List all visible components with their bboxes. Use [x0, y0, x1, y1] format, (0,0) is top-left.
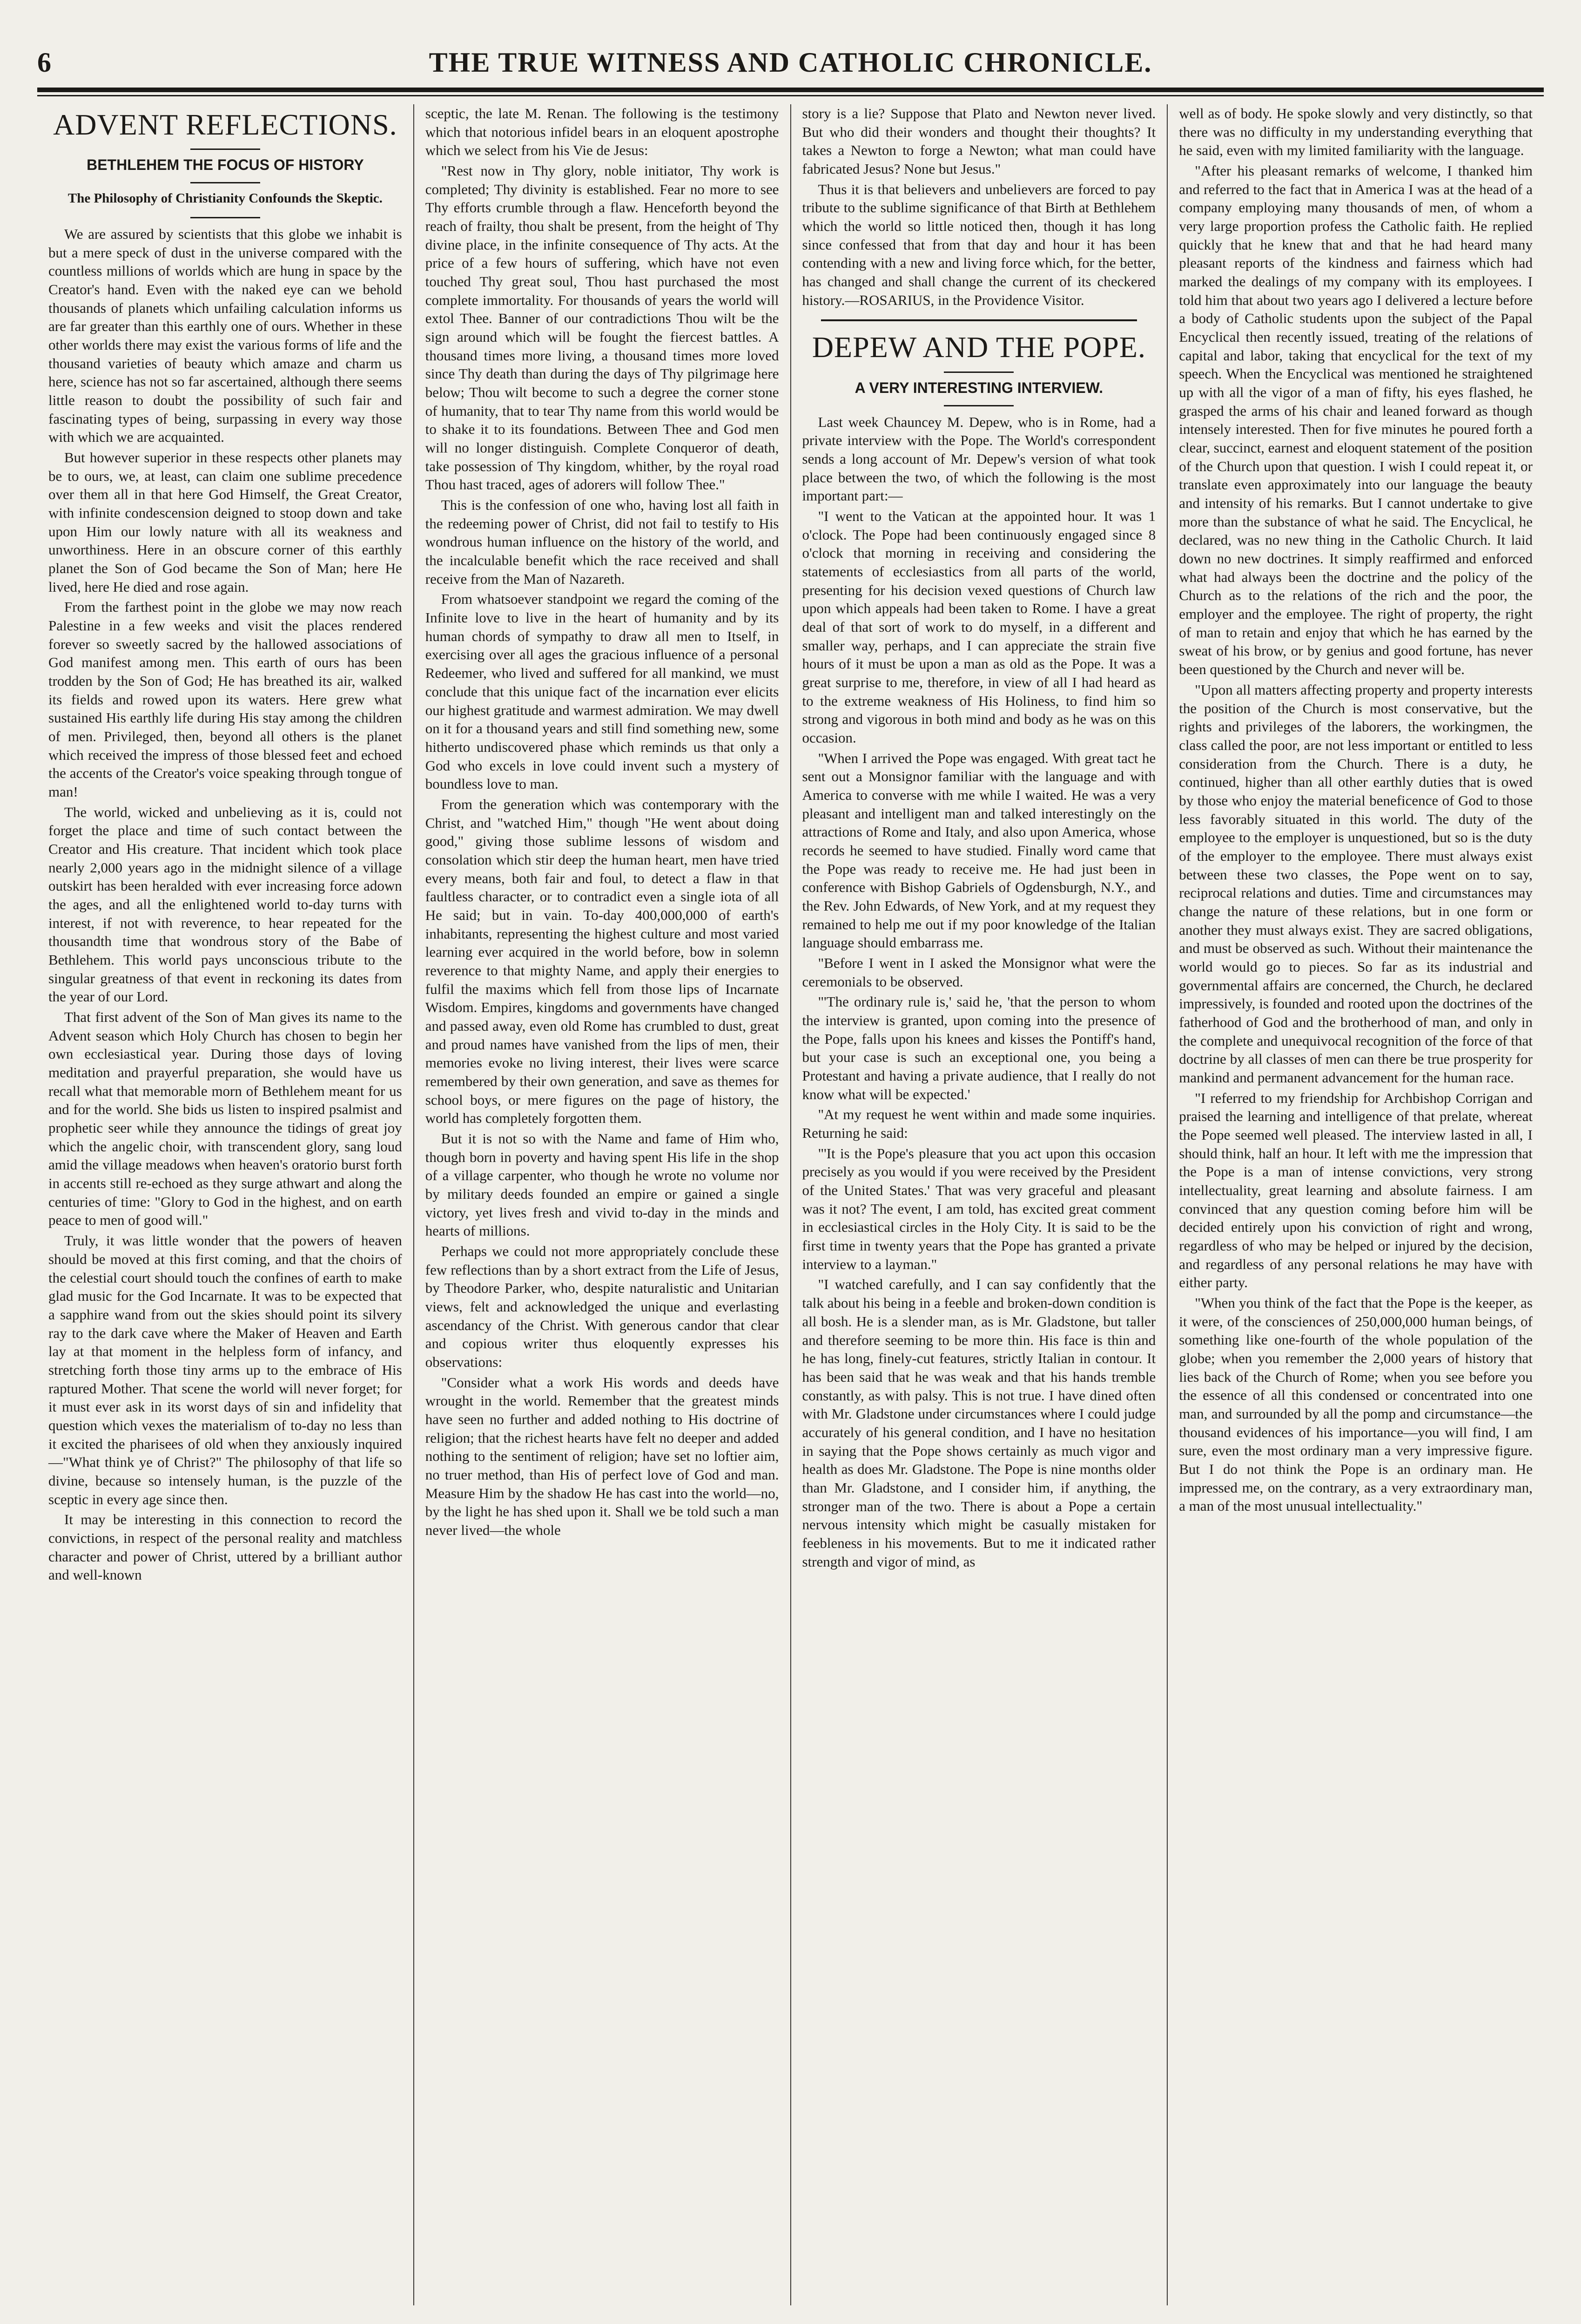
divider — [190, 217, 260, 218]
paragraph: "At my request he went within and made some inquiries. Returning he said: — [802, 1106, 1156, 1142]
paragraph: "I watched carefully, and I can say confidently that the talk about his being in a feeble and broken-down condition is all bosh. He is a slender man, as is Mr. Gladstone, but taller and therefore seeming to be more thin. His face is thin and he has long, finely-cut features, strictly Italian in contour. It has been said that he was weak and that his hands tremble constantly, as with palsy. This is not true. I have dined often with Mr. Gladstone under circumstances where I could judge accurately of his general condition, and I have no hesitation in saying that the Pope shows certainly as much vigor and health as does Mr. Gladstone. The Pope is nine months older than Mr. Gladstone, and I consider him, if anything, the stronger man of the two. There is about a Pope a certain nervous intensity which might be casually mistaken for feebleness in his movements. But to me it indicated rather strength and vigor of mind, as — [802, 1276, 1156, 1570]
paragraph: The world, wicked and unbelieving as it is, could not forget the place and time of such contact between the Creator and His creature. That incident which took place nearly 2,000 years ago in the midnight silence of a village outskirt has been heralded with ever increasing force adown the ages, and all the enlightened world to-day turns with interest, if not with reverence, to hear repeated for the thousandth time that wondrous story of the Babe of Bethlehem. This world pays unconscious tribute to the singular greatness of that event in reckoning its dates from the year of our Lord. — [48, 804, 402, 1005]
paragraph: From the farthest point in the globe we may now reach Palestine in a few weeks and visit the places rendered forever so sweetly sacred by the hallowed associations of God manifest among men. This earth of ours has been trodden by the Son of God; He has breathed its air, walked its fields and rowed upon its waters. Here grew what sustained His earthly life during His stay among the children of men. Privileged, then, beyond all others is the planet which received the impress of those blessed feet and echoed the accents of the Creator's voice speaking through tongue of man! — [48, 599, 402, 800]
newspaper-title: THE TRUE WITNESS AND CATHOLIC CHRONICLE. — [429, 47, 1152, 78]
paragraph: That first advent of the Son of Man gives its name to the Advent season which Holy Church has chosen to begin her own ecclesiastical year. During those days of loving meditation and prayerful preparation, she would have us recall what that memorable morn of Bethlehem meant for us and for the world. She bids us listen to inspired psalmist and prophetic seer while they announce the tidings of great joy which the angelic choir, with transcendent glory, sang loud amid the village meadows when heaven's oratorio burst forth in accents still re-echoed as they surge athwart and along the centuries of time: "Glory to God in the highest, and on earth peace to men of good will." — [48, 1009, 402, 1229]
column-4-body — [1179, 104, 1533, 1515]
paragraph: "'It is the Pope's pleasure that you act upon this occasion precisely as you would if you were received by the President of the United States.' That was very graceful and pleasant was it not? The event, I am told, has excited great comment in ecclesiastical circles in the Holy City. It is said to be the first time in twenty years that the Pope has granted a private interview to a layman." — [802, 1145, 1156, 1272]
column-1 — [37, 104, 413, 2305]
paragraph: well as of body. He spoke slowly and very distinctly, so that there was no difficulty in my understanding everything that he said, even with my limited familiarity with the language. — [1179, 105, 1533, 159]
divider — [944, 405, 1014, 406]
divider — [190, 149, 260, 150]
paragraph: "'The ordinary rule is,' said he, 'that the person to whom the interview is granted, upon coming into the presence of the Pope, falls upon his knees and kisses the Pontiff's hand, but your case is such an exceptional one, you being a Protestant and having a private audience, that I really do not know what will be expected.' — [802, 993, 1156, 1102]
paragraph: "When I arrived the Pope was engaged. With great tact he sent out a Monsignor familiar with the language and with America to converse with me while I waited. He was a very pleasant and intelligent man and talked interestingly on the attractions of Rome and Italy, and also upon America, whose records he seemed to have studied. Finally word came that the Pope was ready to receive me. He had just been in conference with Bishop Gabriels of Ogdensburgh, N.Y., and the Rev. John Edwards, of New York, and at my request they remained to help me out if my poor knowledge of the Italian language should embarrass me. — [802, 750, 1156, 951]
deck-bethlehem: BETHLEHEM THE FOCUS OF HISTORY — [87, 156, 364, 174]
paragraph: "Upon all matters affecting property and property interests the position of the Church is most conservative, but the rights and privileges of the laborers, the workingmen, the class called the poor, are not less important or entitled to less consideration from the Church. There is a duty, he continued, higher than all other earthly duties that is owed by those who enjoy the material beneficence of God to those less favorably situated in this world. The duty of the employee to the employer is unquestioned, but so is the duty of the employer to the employee. There must always exist between these two classes, the Pope went on to say, reciprocal relations and duties. Time and circumstances may change the nature of these relations, but in one form or another they must always exist. They are sacred obligations, and must be observed as such. Without their maintenance the world would go to pieces. So far as its industrial and governmental affairs are concerned, the Church, he declared impressively, is founded and rooted upon the doctrines of the fatherhood of God and the brotherhood of man, and only in the complete and unequivocal recognition of the force of that doctrine by all classes of men can there be true prosperity for mankind and permanent advancement for the human race. — [1179, 681, 1533, 1086]
column-4 — [1167, 104, 1544, 2305]
column-3 — [790, 104, 1167, 2305]
paragraph: We are assured by scientists that this globe we inhabit is but a mere speck of dust in the universe compared with the countless millions of worlds which are hung in space by the Creator's hand. Even with the naked eye can we behold thousands of planets which unfailing calculation informs us are far greater than this earthly one of ours. Whether in these other worlds there may exist the various forms of life and the thousand varieties of beauty which amaze and charm us here, science has not so far ascertained, although there seems little reason to doubt the possibility of such fair and fascinating types of being, surpassing in every way those with which we are acquainted. — [48, 225, 402, 446]
paragraph: "Before I went in I asked the Monsignor what were the ceremonials to be observed. — [802, 955, 1156, 990]
column-3-body — [802, 104, 1156, 309]
paragraph: story is a lie? Suppose that Plato and Newton never lived. But who did their wonders and thought their thoughts? It takes a Newton to forge a Newton; what man could have fabricated Jesus? None but Jesus." — [802, 105, 1156, 177]
headline-depew-pope: DEPEW AND THE POPE. — [812, 331, 1146, 364]
paragraph: But it is not so with the Name and fame of Him who, though born in poverty and having spent His life in the shop of a village carpenter, who though he wrote no volume nor by military deeds founded an empire or gained a single victory, yet lives fresh and vivid to-day in the minds and hearts of millions. — [425, 1130, 779, 1239]
divider — [944, 372, 1014, 373]
column-1-body — [48, 225, 402, 1584]
article-columns — [37, 104, 1544, 2305]
masthead — [37, 47, 1544, 91]
paragraph: Truly, it was little wonder that the powers of heaven should be moved at this first coming, and that the choirs of the celestial court should touch the confines of earth to make glad music for the God Incarnate. It was to be expected that a sapphire wand from out the skies should point its silvery ray to the dark cave where the Maker of Heaven and Earth lay at that moment in the helpless form of infancy, and stretching forth those tiny arms up to the embrace of His raptured Mother. That scene the world will never forget; for it must ever ask in its worst days of sin and infidelity that question which vexes the materialism of to-day no less than it excited the pharisees of old when they anxiously inquired—"What think ye of Christ?" The philosophy of that life so divine, because so intensely human, is the puzzle of the sceptic in every age since then. — [48, 1232, 402, 1507]
article-separator — [821, 319, 1137, 321]
masthead-rule — [37, 88, 1544, 92]
column-2 — [413, 104, 790, 2305]
paragraph: From the generation which was contemporary with the Christ, and "watched Him," though "He went about doing good," giving those sublime lessons of wisdom and consolation which stir deep the human heart, men have tried every means, both fair and foul, to detect a flaw in that faultless character, or to contradict even a single iota of all He said; but in vain. To-day 400,000,000 of earth's inhabitants, representing the highest culture and most varied learning ever acquired in the world before, bow in solemn reverence to that mighty Name, and apply their energies to fulfil the maxims which fell from those lips of Incarnate Wisdom. Empires, kingdoms and governments have changed and passed away, even old Rome has crumbled to dust, great and proud names have vanished from the lips of men, their memories evoke no living interest, their lives were scarce remembered by their own generation, and save as themes for school boys, or mere figures on the page of history, the world has completely forgotten them. — [425, 796, 779, 1127]
paragraph: It may be interesting in this connection to record the convictions, in respect of the personal reality and matchless character and power of Christ, uttered by a brilliant author and well-known — [48, 1511, 402, 1583]
paragraph: "I referred to my friendship for Archbishop Corrigan and praised the learning and intelligence of that prelate, whereat the Pope seemed well pleased. The interview lasted in all, I should think, half an hour. It left with me the impression that the Pope is a man of intense convictions, very strong intellectuality, great learning and absolute fairness. I am convinced that any question coming before him will be decided entirely upon his conviction of right and wrong, regardless of who may be helped or injured by the decision, and regardless of any personal relations he may have with either party. — [1179, 1089, 1533, 1291]
paragraph: "When you think of the fact that the Pope is the keeper, as it were, of the consciences of 250,000,000 human beings, of something like one-fourth of the whole population of the globe; when you remember the 2,000 years of history that lies back of the Church of Rome; when you see before you the essence of all this condensed or concentrated into one man, and surrounded by all the pomp and circumstance—the thousand evidences of his importance—you will find, I am sure, even the most ordinary man a very impressive figure. But I do not think the Pope is an ordinary man. He impressed me, on the contrary, as a very extraordinary man, a man of the most unusual intellectuality." — [1179, 1295, 1533, 1514]
paragraph: From whatsoever standpoint we regard the coming of the Infinite love to live in the heart of humanity and by its human chords of sympathy to draw all men to Itself, in exercising over all ages the gracious influence of a personal Redeemer, who lived and suffered for all mankind, we must conclude that this unique fact of the incarnation ever elicits our highest gratitude and warmest admiration. We may dwell on it for a thousand years and still find something new, some hitherto undiscovered phase which reminds us that only a God who excels in love could invent such a mystery of boundless love to man. — [425, 591, 779, 792]
column-3-article2-body — [802, 413, 1156, 1571]
paragraph: "Consider what a work His words and deeds have wrought in the world. Remember that the greatest minds have seen no further and added nothing to His doctrine of religion; that the richest hearts have felt no deeper and added nothing to the sentiment of religion; have set no loftier aim, no truer method, than His of perfect love of God and man. Measure Him by the shadow He has cast into the world—no, by the light he has shed upon it. Shall we be told such a man never lived—the whole — [425, 1374, 779, 1539]
deck-interview: A VERY INTERESTING INTERVIEW. — [854, 379, 1103, 396]
paragraph: But however superior in these respects other planets may be to ours, we, at least, can claim one sublime precedence over them all in that here God Himself, the Great Creator, with infinite condescension deigned to stoop down and take upon Him our lowly nature with all its weakness and unworthiness. Here in an obscure corner of this earthly planet the Son of God became the Son of Man; here He lived, here He died and rose again. — [48, 449, 402, 595]
paragraph: Perhaps we could not more appropriately conclude these few reflections than by a short extract from the Life of Jesus, by Theodore Parker, who, despite naturalistic and Unitarian views, felt and acknowledged the unique and everlasting ascendancy of the Christ. With generous candor that clear and copious writer thus eloquently expresses his observations: — [425, 1243, 779, 1371]
paragraph: Thus it is that believers and unbelievers are forced to pay tribute to the sublime significance of that Birth at Bethlehem which the world so little noticed then, though it has long since confessed that from that day and hour it has been contending with a new and living force which, for the better, has changed and shall change the current of its checkered history.—ROSARIUS, in the Providence Visitor. — [802, 181, 1156, 308]
headline-advent-reflections: ADVENT REFLECTIONS. — [53, 108, 397, 141]
paragraph: "I went to the Vatican at the appointed hour. It was 1 o'clock. The Pope had been continuously engaged since 8 o'clock that morning in receiving and considering the statements of ecclesiastics from all parts of the world, presenting for his decision vexed questions of Church law upon which appeals had been taken to Rome. I have a great deal of that sort of work to do myself, in a different and smaller way, perhaps, and I can appreciate the strain five hours of it must be upon a man as old as the Pope. It was a great surprise to me, therefore, in view of all I had heard as to the extreme weakness of His Holiness, to find him so strong and vigorous in both mind and body as he was on this occasion. — [802, 507, 1156, 746]
paragraph: "Rest now in Thy glory, noble initiator, Thy work is completed; Thy divinity is established. Fear no more to see Thy efforts crumble through a flaw. Henceforth beyond the reach of frailty, thou shalt be present, from the height of Thy divine place, in the infinite consequence of Thy acts. At the price of a few hours of suffering, which have not even touched Thy great soul, Thou hast purchased the most complete immortality. For thousands of years the world will extol Thee. Banner of our contradictions Thou wilt be the sign around which will be fought the fiercest battles. A thousand times more living, a thousand times more loved since Thy death than during the days of Thy pilgrimage here below; Thou wilt become to such a degree the corner stone of humanity, that to tear Thy name from this world would be to shake it to its foundations. Between Thee and God men will no longer distinguish. Complete Conqueror of death, take possession of Thy kingdom, whither, by the royal road Thou hast traced, ages of adorers will follow Thee." — [425, 162, 779, 493]
page-number: 6 — [37, 47, 51, 78]
column-2-body — [425, 104, 779, 1540]
divider — [190, 182, 260, 183]
subdeck-philosophy: The Philosophy of Christianity Confounds the Skeptic. — [67, 191, 383, 206]
paragraph: This is the confession of one who, having lost all faith in the redeeming power of Christ, did not fail to testify to His wondrous human influence on the history of the world, and the incalculable benefit which the race received and shall receive from the Man of Nazareth. — [425, 497, 779, 587]
paragraph: sceptic, the late M. Renan. The following is the testimony which that notorious infidel bears in an eloquent apostrophe which we select from his Vie de Jesus: — [425, 105, 779, 159]
paragraph: Last week Chauncey M. Depew, who is in Rome, had a private interview with the Pope. The World's correspondent sends a long account of Mr. Depew's version of what took place between the two, of which the following is the most important part:— — [802, 413, 1156, 504]
paragraph: "After his pleasant remarks of welcome, I thanked him and referred to the fact that in America I was at the head of a company employing many thousands of men, of whom a very large proportion profess the Catholic faith. He replied quickly that he knew that and that he had heard many pleasant reports of the kindness and fairness which had marked the dealings of my company with its employees. I told him that about two years ago I delivered a lecture before a body of Catholic students upon the subject of the Papal Encyclical then recently issued, treating of the relations of capital and labor, taking that encyclical for the text of my speech. When the Encyclical was mentioned he straightened up with all the vigor of a man of fifty, his eyes flashed, he grasped the arms of his chair and leaned forward as though intensely interested. Then for five minutes he poured forth a clear, succinct, earnest and eloquent statement of the position of the Church upon that question. I wish I could repeat it, or translate even approximately into our language the beauty and intensity of his remarks. But I cannot undertake to give more than the substance of what he said. The Encyclical, he declared, was no new thing in the Catholic Church. It laid down no new doctrines. It simply reaffirmed and enforced what had always been the doctrine and the policy of the Church as to the relations of the rich and the poor, the employer and the employee. The right of property, the right of man to retain and enjoy that which he has earned by the sweat of his brow, or by genius and good fortune, has never been questioned by the Church and never will be. — [1179, 162, 1533, 678]
masthead-rule-thin — [37, 95, 1544, 96]
